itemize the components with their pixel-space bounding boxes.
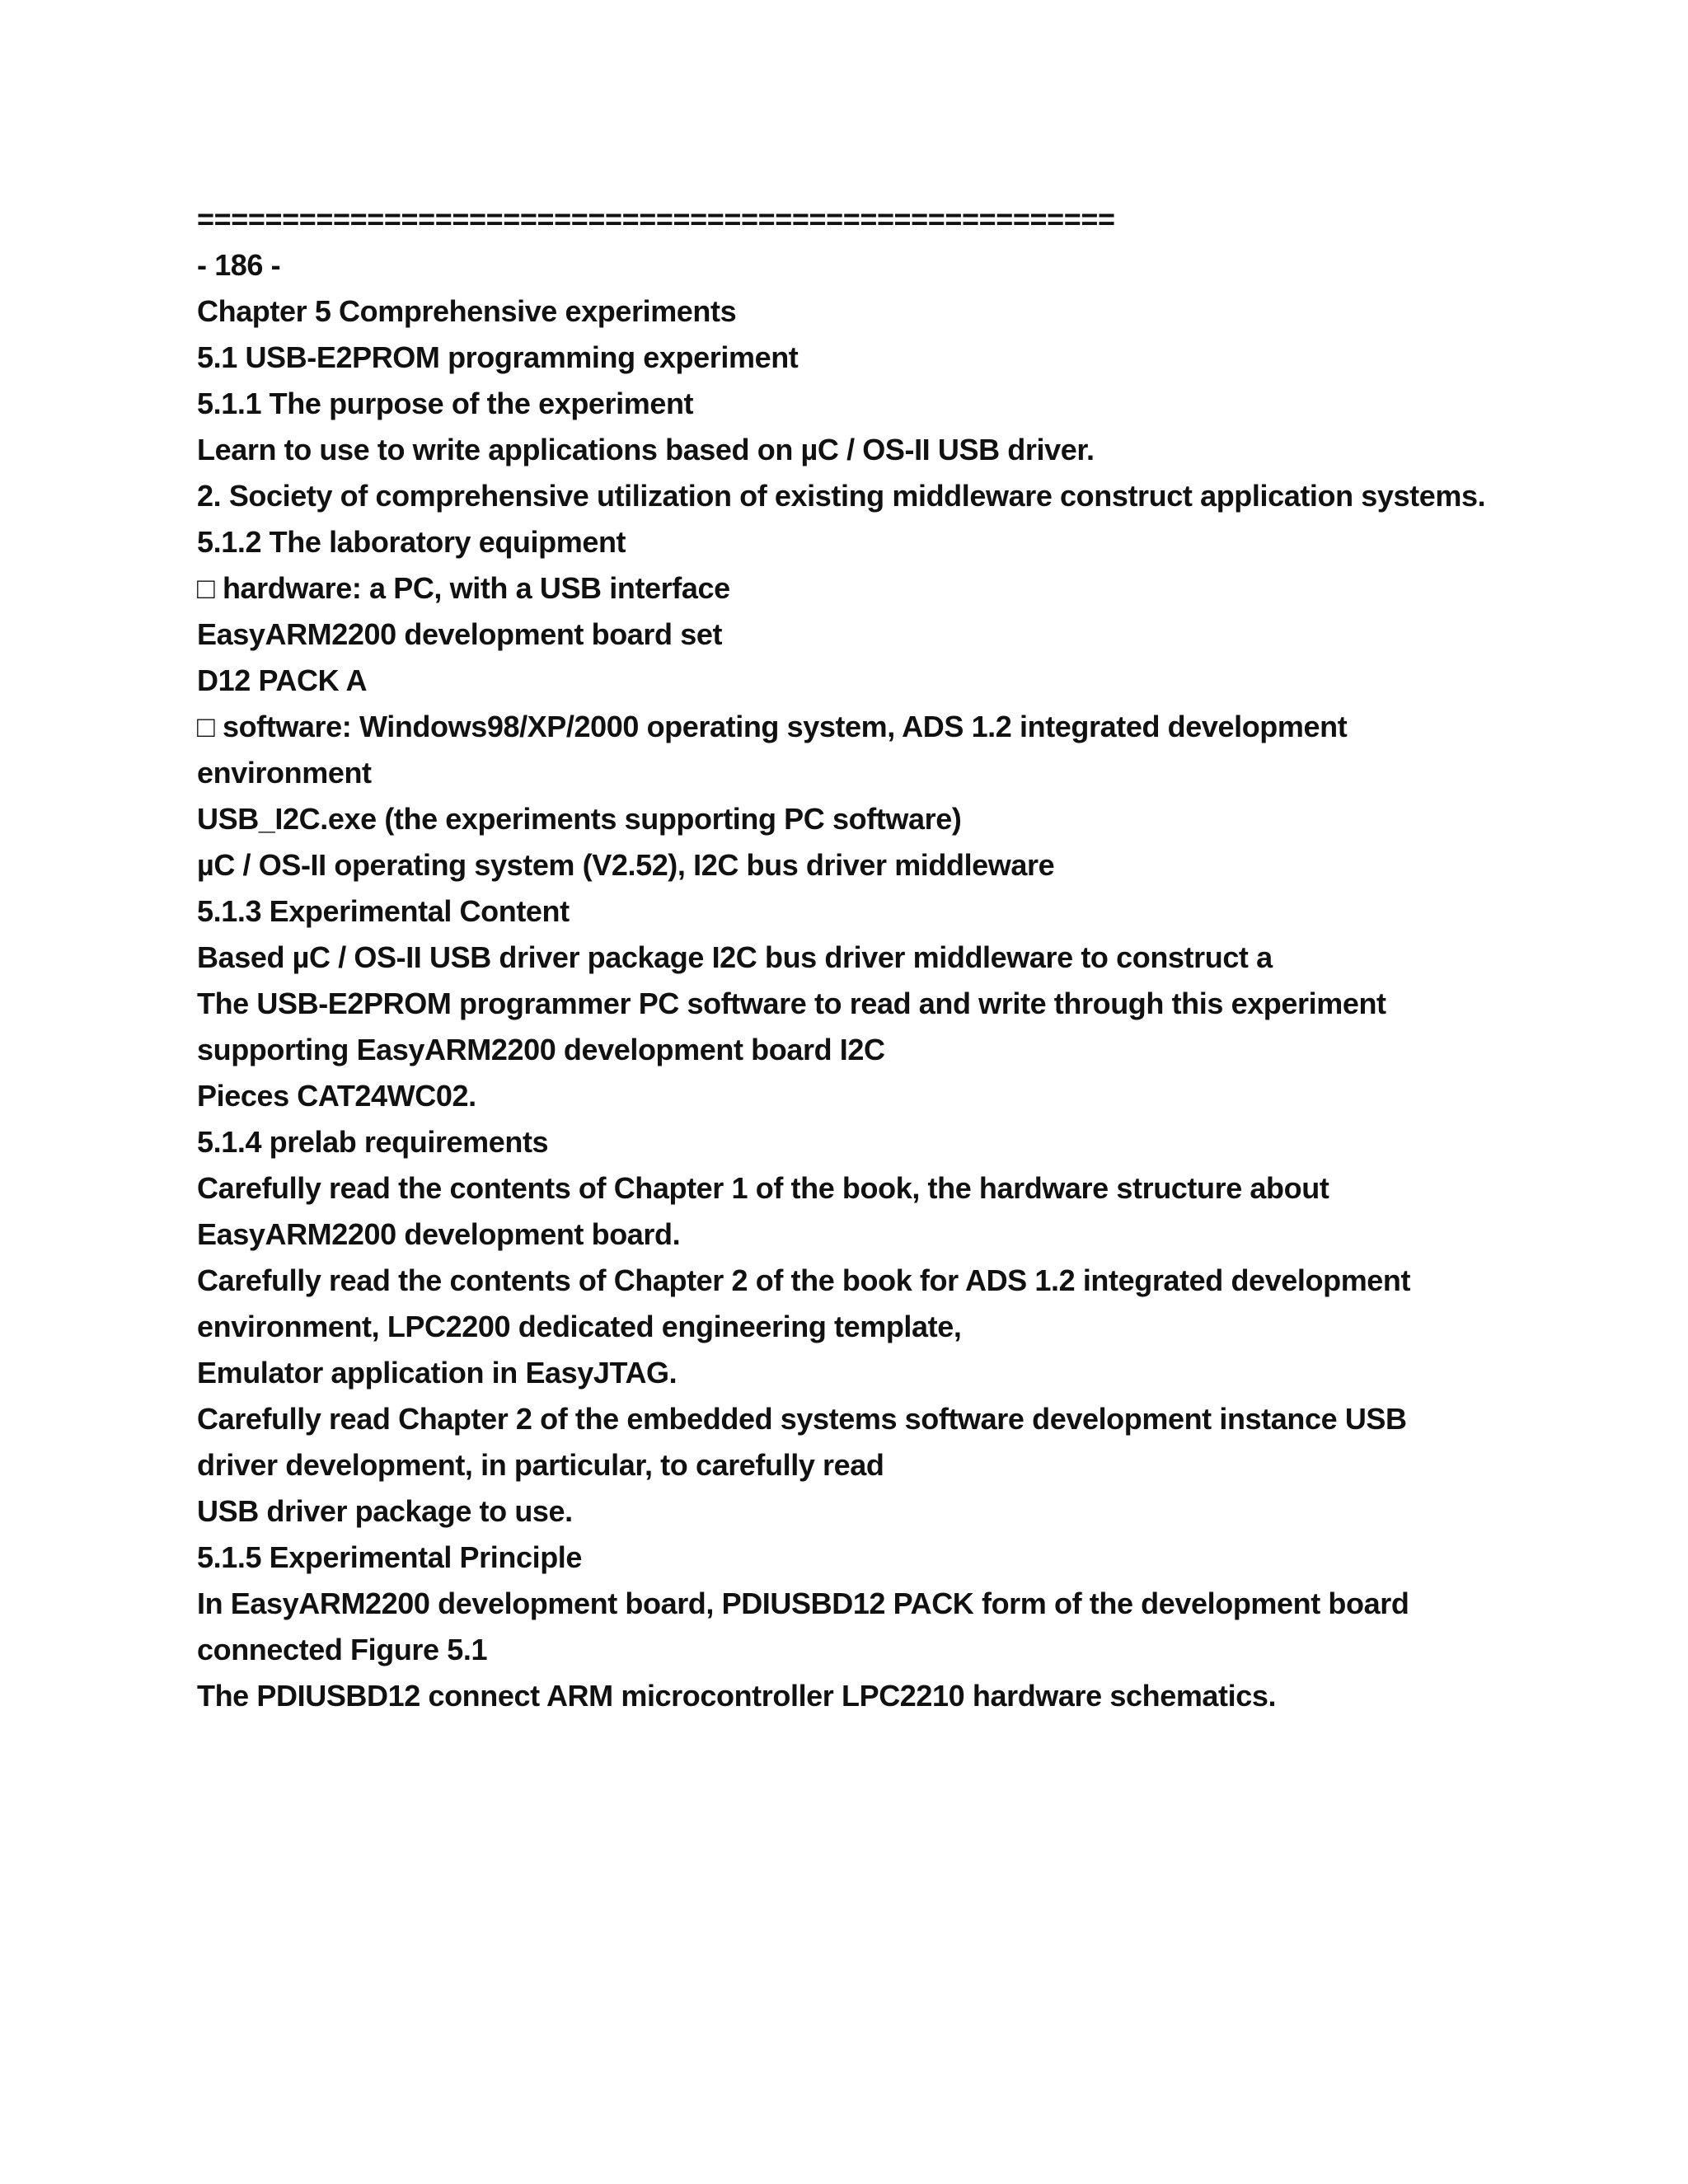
text-line: The PDIUSBD12 connect ARM microcontroller LPC2210 hardware schematics. (197, 1679, 1277, 1713)
text-line: The USB-E2PROM programmer PC software to read and write through this experiment (197, 987, 1386, 1020)
text-line: environment, LPC2200 dedicated engineering template, (197, 1310, 962, 1343)
text-line: USB_I2C.exe (the experiments supporting PC software) (197, 802, 962, 836)
text-line: Pieces CAT24WC02. (197, 1079, 476, 1113)
text-line: driver development, in particular, to carefully read (197, 1448, 884, 1482)
subsection-heading: 5.1.2 The laboratory equipment (197, 525, 626, 559)
text-line: USB driver package to use. (197, 1494, 573, 1528)
text-line: environment (197, 756, 372, 790)
subsection-heading: 5.1.4 prelab requirements (197, 1125, 549, 1159)
text-line: connected Figure 5.1 (197, 1633, 488, 1666)
text-line: □ software: Windows98/XP/2000 operating system, ADS 1.2 integrated development (197, 710, 1348, 743)
subsection-heading: 5.1.1 The purpose of the experiment (197, 387, 694, 420)
text-line: µC / OS-II operating system (V2.52), I2C bus driver middleware (197, 848, 1055, 882)
text-line: Carefully read the contents of Chapter 2 of the book for ADS 1.2 integrated development (197, 1263, 1411, 1297)
subsection-heading: 5.1.3 Experimental Content (197, 894, 570, 928)
page-number: - 186 - (197, 248, 281, 282)
text-line: D12 PACK A (197, 663, 368, 697)
text-line: Learn to use to write applications based on µC / OS-II USB driver. (197, 433, 1095, 466)
section-heading: 5.1 USB-E2PROM programming experiment (197, 340, 799, 374)
document-body (197, 196, 1549, 1719)
text-line: Carefully read Chapter 2 of the embedded systems software development instance USB (197, 1402, 1407, 1436)
text-line: EasyARM2200 development board set (197, 617, 723, 651)
subsection-heading: 5.1.5 Experimental Principle (197, 1540, 583, 1574)
text-line: In EasyARM2200 development board, PDIUSBD12 PACK form of the development board (197, 1586, 1409, 1620)
chapter-heading: Chapter 5 Comprehensive experiments (197, 294, 737, 328)
separator-line: ====================================================== (197, 202, 1115, 236)
text-line: EasyARM2200 development board. (197, 1217, 681, 1251)
text-line: Based µC / OS-II USB driver package I2C bus driver middleware to construct a (197, 940, 1273, 974)
text-line: Emulator application in EasyJTAG. (197, 1356, 678, 1390)
text-line: 2. Society of comprehensive utilization of existing middleware construct application systems. (197, 479, 1486, 513)
text-line: supporting EasyARM2200 development board I2C (197, 1033, 885, 1066)
text-line: □ hardware: a PC, with a USB interface (197, 571, 730, 605)
text-line: Carefully read the contents of Chapter 1 of the book, the hardware structure about (197, 1171, 1329, 1205)
